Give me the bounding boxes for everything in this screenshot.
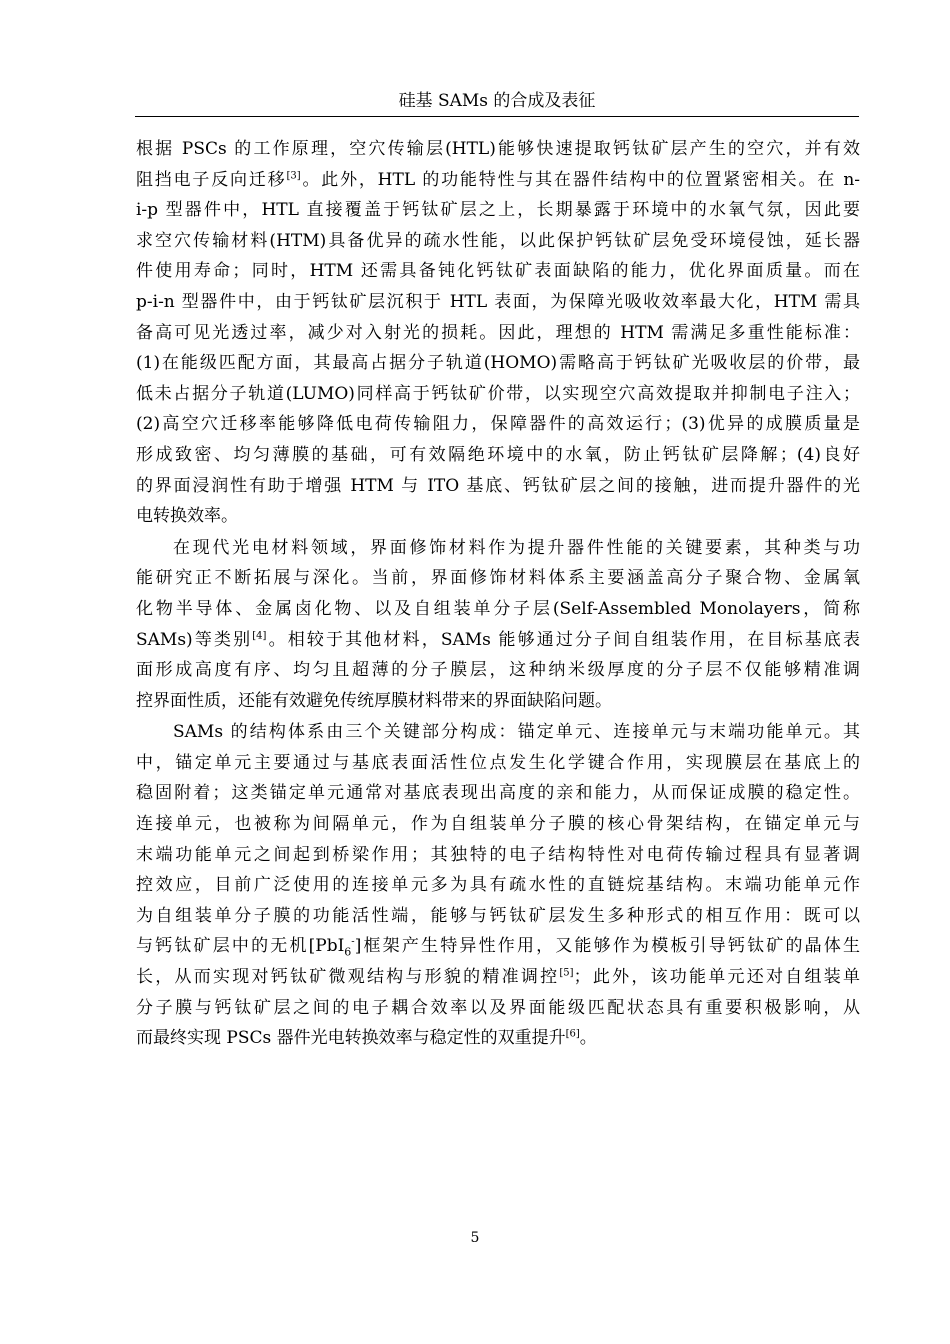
text-line: 连接单元，也被称为间隔单元，作为自组装单分子膜的核心骨架结构，在锚定单元与 <box>136 814 860 835</box>
text-line: i-p 型器件中，HTL 直接覆盖于钙钛矿层之上，长期暴露于环境中的水氧气氛，因此要 <box>136 200 860 221</box>
citation-ref: [6] <box>565 1028 580 1040</box>
text-line: 备高可见光透过率，减少对入射光的损耗。因此，理想的 HTM 需满足多重性能标准： <box>136 322 860 343</box>
text-line: 求空穴传输材料(HTM)具备优异的疏水性能，以此保护钙钛矿层免受环境侵蚀，延长器 <box>136 230 860 251</box>
text-line <box>136 165 860 196</box>
text-line <box>136 1023 860 1054</box>
text-run: 与钙钛矿层中的无机[PbI <box>136 936 345 957</box>
text-line: 控界面性质，还能有效避免传统厚膜材料带来的界面缺陷问题。 <box>136 690 612 711</box>
header-rule <box>135 116 859 117</box>
text-line: 能研究正不断拓展与深化。当前，界面修饰材料体系主要涵盖高分子聚合物、金属氧 <box>136 568 860 589</box>
citation-ref: [3] <box>286 169 301 181</box>
subscript: 6 <box>344 945 352 959</box>
text-line <box>136 931 860 962</box>
text-run: 阻挡电子反向迁移 <box>136 169 287 190</box>
page-number: 5 <box>470 1230 480 1246</box>
text-run: 。相较于其他材料，SAMs 能够通过分子间自组装作用，在目标基底表 <box>266 629 860 650</box>
citation-ref: [5] <box>559 967 574 979</box>
text-run: 。此外，HTL 的功能特性与其在器件结构中的位置紧密相关。在 n- <box>300 169 861 190</box>
superscript: - <box>351 936 355 948</box>
text-line: 末端功能单元之间起到桥梁作用；其独特的电子结构特性对电荷传输过程具有显著调 <box>136 844 860 865</box>
text-line: 根据 PSCs 的工作原理，空穴传输层(HTL)能够快速提取钙钛矿层产生的空穴，并有效 <box>136 139 860 159</box>
text-line: 电转换效率。 <box>136 506 238 527</box>
text-line: 低未占据分子轨道(LUMO)同样高于钙钛矿价带，以实现空穴高效提取并抑制电子注入； <box>136 383 860 404</box>
text-run: ]框架产生特异性作用，又能够作为模板引导钙钛矿的晶体生 <box>354 936 860 957</box>
text-line: 稳固附着；这类锚定单元通常对基底表现出高度的亲和能力，从而保证成膜的稳定性。 <box>136 783 860 804</box>
text-line: p-i-n 型器件中，由于钙钛矿层沉积于 HTL 表面，为保障光吸收效率最大化，HTM 需具 <box>136 291 860 312</box>
citation-ref: [4] <box>252 629 267 641</box>
text-line: 的界面浸润性有助于增强 HTM 与 ITO 基底、钙钛矿层之间的接触，进而提升器件的光 <box>136 475 860 496</box>
paragraph <box>136 134 860 532</box>
paragraph <box>136 717 860 1054</box>
body-text <box>136 134 860 1054</box>
text-run: SAMs)等类别 <box>136 629 253 650</box>
text-line: 为自组装单分子膜的功能活性端，能够与钙钛矿层发生多种形式的相互作用：既可以 <box>136 905 860 926</box>
text-line: 化物半导体、金属卤化物、以及自组装单分子层(Self-Assembled Monolayers，简称 <box>136 598 860 619</box>
text-line: 控效应，目前广泛使用的连接单元多为具有疏水性的直链烷基结构。末端功能单元作 <box>136 875 860 896</box>
text-run: 长，从而实现对钙钛矿微观结构与形貌的精准调控 <box>136 967 560 988</box>
text-line: 在现代光电材料领域，界面修饰材料作为提升器件性能的关键要素，其种类与功 <box>173 537 860 558</box>
text-line: 面形成高度有序、均匀且超薄的分子膜层，这种纳米级厚度的分子层不仅能够精准调 <box>136 660 860 681</box>
text-line: 中，锚定单元主要通过与基底表面活性位点发生化学键合作用，实现膜层在基底上的 <box>136 752 860 773</box>
text-run: ；此外，该功能单元还对自组装单 <box>573 967 861 988</box>
paragraph <box>136 533 860 717</box>
text-line: 分子膜与钙钛矿层之间的电子耦合效率以及界面能级匹配状态具有重要积极影响，从 <box>136 997 860 1018</box>
text-line: 形成致密、均匀薄膜的基础，可有效隔绝环境中的水氧，防止钙钛矿层降解；(4)良好 <box>136 444 860 465</box>
text-line <box>136 625 860 656</box>
text-run: 而最终实现 PSCs 器件光电转换效率与稳定性的双重提升 <box>136 1028 566 1049</box>
text-run: 。 <box>579 1028 597 1049</box>
text-line: 件使用寿命；同时，HTM 还需具备钝化钙钛矿表面缺陷的能力，优化界面质量。而在 <box>136 261 860 282</box>
text-line: (1)在能级匹配方面，其最高占据分子轨道(HOMO)需略高于钙钛矿光吸收层的价带，最 <box>136 353 860 374</box>
text-line <box>136 962 860 993</box>
text-line: SAMs 的结构体系由三个关键部分构成：锚定单元、连接单元与末端功能单元。其 <box>173 722 860 743</box>
text-line: (2)高空穴迁移率能够降低电荷传输阻力，保障器件的高效运行；(3)优异的成膜质量是 <box>136 414 860 435</box>
running-header: 硅基 SAMs 的合成及表征 <box>398 91 596 111</box>
